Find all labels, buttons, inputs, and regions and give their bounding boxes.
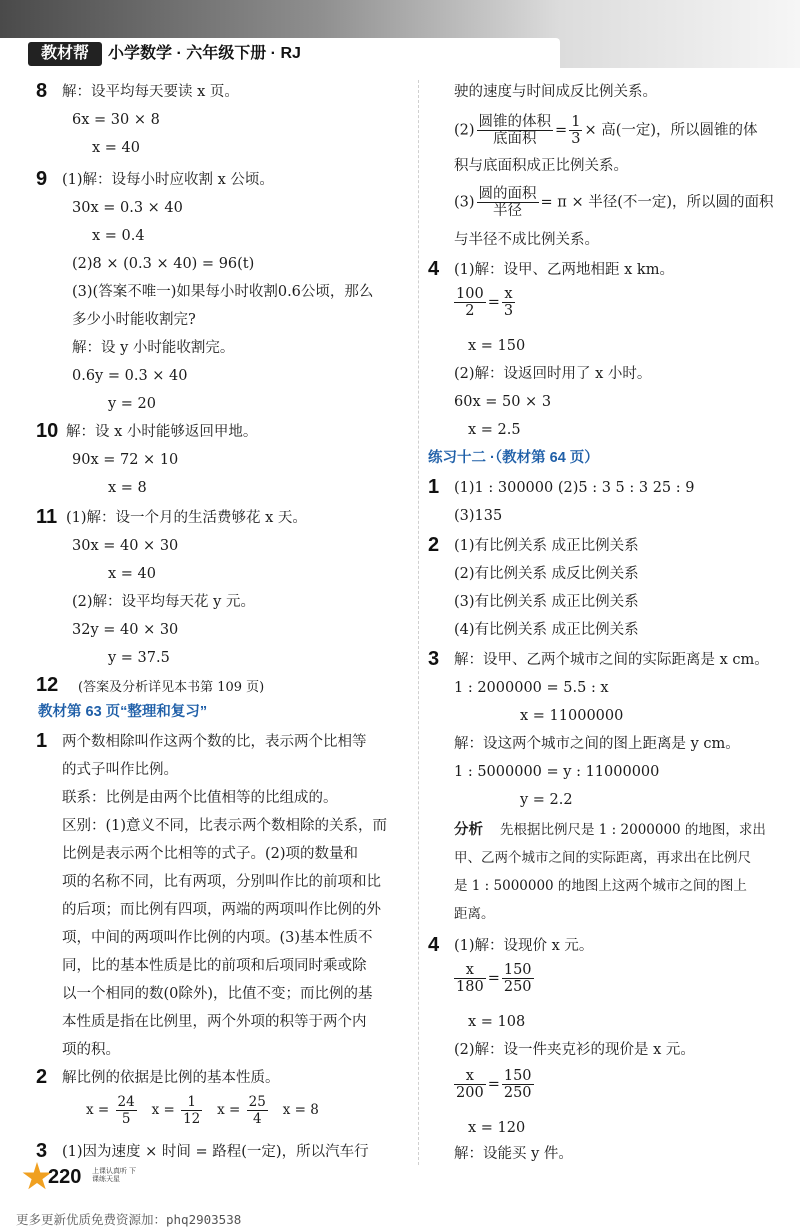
column-divider: [418, 80, 419, 1165]
fraction: $\frac{150}{250}$: [503, 1068, 532, 1101]
question-number: 8: [36, 80, 48, 102]
equation: x = 40: [92, 140, 140, 156]
equation-lhs: x =: [217, 1102, 241, 1118]
answer-reference: (答案及分析详见本书第 109 页): [78, 680, 265, 695]
answer-line: (3)有比例关系 成正比例关系: [454, 594, 639, 610]
equation: $\frac{x}{180}$ = $\frac{150}{250}$: [456, 962, 532, 995]
question-number: 4: [428, 258, 440, 280]
analysis-label: 分析: [454, 822, 483, 838]
fraction: $\frac{24}{5}$: [117, 1094, 135, 1127]
equation-lhs: x =: [151, 1102, 175, 1118]
equation: x = 11000000: [520, 708, 624, 724]
answer-line: 解：设甲、乙两个城市之间的实际距离是 x cm。: [454, 652, 769, 668]
fraction-answers: [86, 1094, 319, 1127]
answer-line: 解：设能买 y 件。: [454, 1146, 573, 1162]
answer-line: 的式子叫作比例。: [62, 762, 178, 778]
question-number: 9: [36, 168, 48, 190]
answer-line: 以一个相同的数(0除外)，比值不变；而比例的基: [62, 986, 373, 1002]
question-number: 1: [428, 476, 440, 498]
answer-line: 与半径不成比例关系。: [454, 232, 599, 248]
question-number: 10: [36, 420, 59, 442]
section-heading: 练习十二 ·（教材第 64 页）: [428, 450, 599, 466]
answer-line: 的后项；而比例有四项，两端的两项叫作比例的外: [62, 902, 381, 918]
equation: x = 150: [468, 338, 526, 354]
question-number: 11: [36, 506, 58, 528]
question-number: 1: [36, 730, 48, 752]
fraction: $\frac{x}{3}$: [503, 286, 514, 319]
equation: x = 40: [108, 566, 156, 582]
fraction: $\frac{150}{250}$: [503, 962, 532, 995]
equation: $\frac{x}{200}$ = $\frac{150}{250}$: [456, 1068, 532, 1101]
answer-line: (1)解：设现价 x 元。: [454, 938, 594, 954]
fraction: $\frac{25}{4}$: [248, 1094, 266, 1127]
equation: y = 37.5: [108, 650, 170, 666]
equation: 1 : 2000000 = 5.5 : x: [454, 680, 609, 696]
answer-line: (1)解：设一个月的生活费够花 x 天。: [66, 510, 307, 526]
answer-line: (3)(答案不唯一)如果每小时收割0.6公顷，那么: [72, 284, 374, 300]
fraction: $\frac{x}{200}$: [456, 1068, 484, 1101]
answer-line: 解：设 y 小时能收割完。: [72, 340, 235, 356]
question-number: 3: [36, 1140, 48, 1162]
equation: x = 108: [468, 1014, 526, 1030]
equation-lhs: x = 8: [282, 1102, 319, 1118]
analysis-text: 甲、乙两个城市之间的实际距离，再求出在比例尺: [454, 850, 751, 866]
answer-line: (3)135: [454, 508, 503, 524]
equation: x = 0.4: [92, 228, 145, 244]
question-number: 3: [428, 648, 440, 670]
answer-line: 同，比的基本性质是比的前项和后项同时乘或除: [62, 958, 367, 974]
answer-line: (3) $\frac{\text{圆的面积}}{\text{半径}}$ = π × 半径(不一定)，所以圆的面积: [454, 186, 774, 219]
equation: x = 8: [108, 480, 147, 496]
equation: x = 120: [468, 1120, 526, 1136]
equation: 0.6y = 0.3 × 40: [72, 368, 188, 384]
section-heading: 教材第 63 页“整理和复习”: [38, 704, 208, 720]
answer-line: (4)有比例关系 成正比例关系: [454, 622, 639, 638]
answer-line: 解：设这两个城市之间的图上距离是 y cm。: [454, 736, 740, 752]
fraction: $\frac{\text{圆锥的体积}}{\text{底面积}}$: [478, 114, 552, 147]
answer-line: 项的积。: [62, 1042, 120, 1058]
answer-line: 联系：比例是由两个比值相等的比组成的。: [62, 790, 338, 806]
fraction: $\frac{100}{2}$: [456, 286, 484, 319]
answer-line: (2)解：设一件夹克衫的现价是 x 元。: [454, 1042, 695, 1058]
page-number-badge: [22, 1162, 134, 1192]
equation: 30x = 0.3 × 40: [72, 200, 183, 216]
answer-line: (2)有比例关系 成反比例关系: [454, 566, 639, 582]
equation: 30x = 40 × 30: [72, 538, 179, 554]
fraction: $\frac{x}{180}$: [456, 962, 484, 995]
answer-line: 积与底面积成正比例关系。: [454, 158, 628, 174]
answer-line: 两个数相除叫作这两个数的比，表示两个比相等: [62, 734, 367, 750]
equation: x = 2.5: [468, 422, 521, 438]
answer-line: 多少小时能收割完?: [72, 312, 196, 328]
question-number: 2: [36, 1066, 48, 1088]
answer-line: (2)8 × (0.3 × 40) = 96(t): [72, 256, 255, 272]
answer-line: 项，中间的两项叫作比例的内项。(3)基本性质不: [62, 930, 373, 946]
answer-line: 解：设平均每天要读 x 页。: [62, 84, 239, 100]
answer-line: (2) $\frac{\text{圆锥的体积}}{\text{底面积}}$ = $\frac{1}{3}$ × 高(一定)，所以圆锥的体: [454, 114, 758, 147]
answer-line: 本性质是指在比例里，两个外项的积等于两个内: [62, 1014, 367, 1030]
answer-line: (2)解：设返回时用了 x 小时。: [454, 366, 652, 382]
equation: 1 : 5000000 = y : 11000000: [454, 764, 660, 780]
footer-slogan: 上课认真听 下课练天星: [92, 1168, 136, 1183]
equation: 60x = 50 × 3: [454, 394, 552, 410]
answer-line: 驶的速度与时间成反比例关系。: [454, 84, 657, 100]
brand-badge: 教材帮: [28, 42, 102, 66]
answer-line: 解：设 x 小时能够返回甲地。: [66, 424, 258, 440]
question-number: 2: [428, 534, 440, 556]
question-number: 4: [428, 934, 440, 956]
answer-line: (2)解：设平均每天花 y 元。: [72, 594, 255, 610]
answer-line: (1)解：设甲、乙两地相距 x km。: [454, 262, 674, 278]
equation: 32y = 40 × 30: [72, 622, 179, 638]
page-number: 220: [48, 1166, 82, 1188]
answer-line: 区别：(1)意义不同，比表示两个数相除的关系，而: [62, 818, 388, 834]
analysis-text: 是 1 : 5000000 的地图上这两个城市之间的图上: [454, 878, 747, 894]
watermark-text: 更多更新优质免费资源加：phq2903538: [16, 1212, 242, 1227]
fraction: $\frac{\text{圆的面积}}{\text{半径}}$: [478, 186, 537, 219]
equation: y = 2.2: [520, 792, 573, 808]
equation: y = 20: [108, 396, 157, 412]
question-number: 12: [36, 674, 59, 696]
answer-line: (1)1 : 300000 (2)5 : 3 5 : 3 25 : 9: [454, 480, 695, 496]
fraction: $\frac{1}{12}$: [183, 1094, 201, 1127]
book-title: 小学数学 · 六年级下册 · RJ: [108, 45, 301, 62]
answer-line: (1)有比例关系 成正比例关系: [454, 538, 639, 554]
fraction: $\frac{1}{3}$: [571, 114, 581, 147]
answer-line: (1)解：设每小时应收割 x 公顷。: [62, 172, 274, 188]
answer-line: 项的名称不同，比有两项，分别叫作比的前项和比: [62, 874, 381, 890]
equation: 90x = 72 × 10: [72, 452, 179, 468]
analysis-text: 先根据比例尺是 1 : 2000000 的地图，求出: [500, 822, 766, 838]
analysis-text: 距离。: [454, 906, 495, 922]
answer-line: 比例是表示两个比相等的式子。(2)项的数量和: [62, 846, 359, 862]
answer-line: 解比例的依据是比例的基本性质。: [62, 1070, 280, 1086]
equation: 6x = 30 × 8: [72, 112, 160, 128]
equation: $\frac{100}{2}$ = $\frac{x}{3}$: [456, 286, 514, 319]
equation-lhs: x =: [86, 1102, 110, 1118]
answer-line: (1)因为速度 × 时间 = 路程(一定)，所以汽车行: [62, 1144, 369, 1160]
